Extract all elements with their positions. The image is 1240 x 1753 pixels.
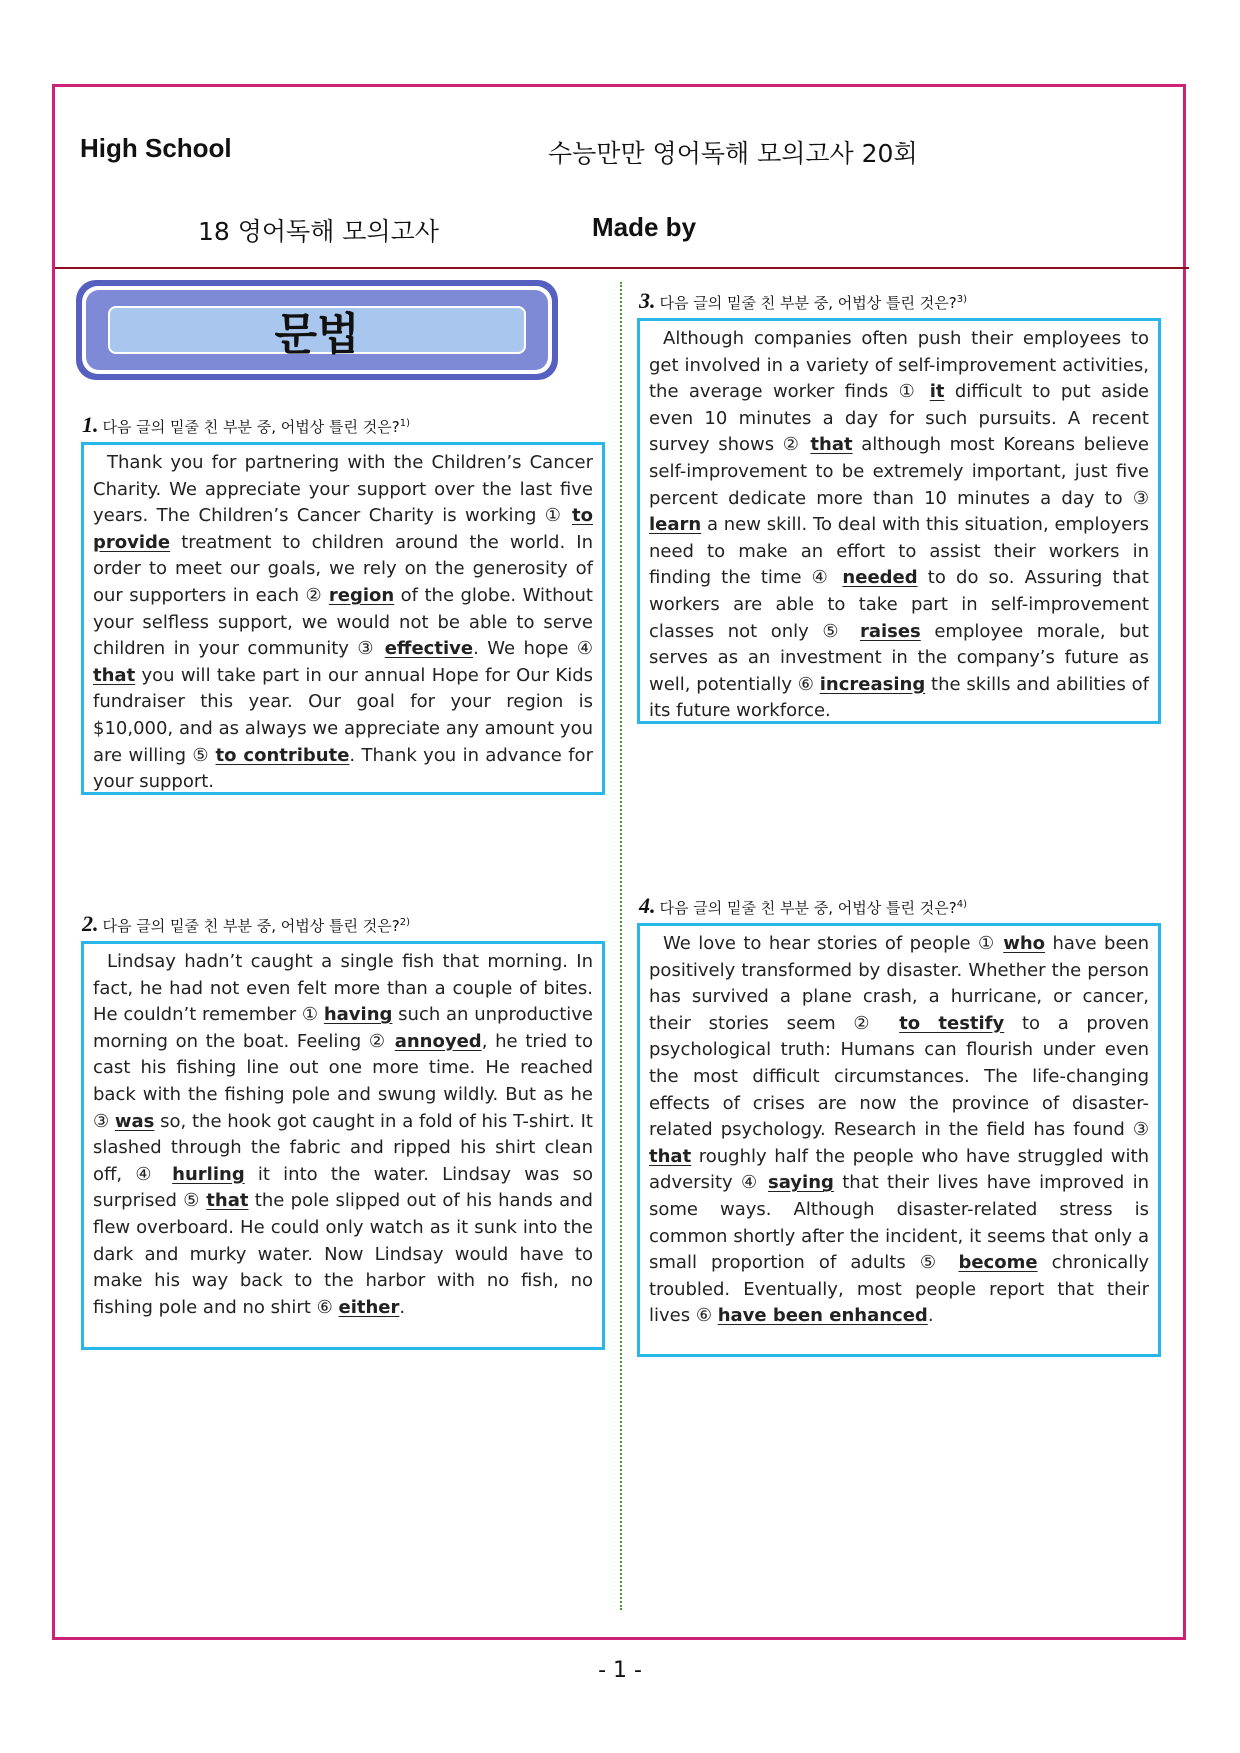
passage-segment: roughly half the people who have struggled with adversity ④: [649, 1145, 1149, 1194]
section-badge: [76, 280, 558, 380]
footnote-marker: 3): [956, 294, 967, 305]
question-number: 2.: [82, 911, 99, 936]
underlined-choice: hurling: [172, 1163, 245, 1185]
underlined-choice: having: [323, 1004, 393, 1026]
passage-segment: .: [399, 1296, 406, 1318]
page-number: - 1 -: [598, 1658, 642, 1683]
section-badge-label: 문법: [108, 306, 526, 354]
passage-segment: although most Koreans believe self-improvement to be extremely important, just five percent dedicate more than 10 minutes a day to ③: [649, 434, 1149, 509]
underlined-choice: have been enhanced: [717, 1305, 928, 1327]
underlined-choice: increasing: [819, 673, 926, 695]
passage-segment: . Thank you in advance for your support.: [93, 744, 593, 793]
passage-segment: have been positively transformed by disaster. Whether the person has survived a plane crash, a hurricane, or cancer, their stories seem ②: [649, 933, 1149, 1034]
underlined-choice: needed: [842, 567, 918, 589]
footnote-marker: 4): [956, 899, 967, 910]
passage-segment: We love to hear stories of people ①: [663, 933, 1004, 954]
column-divider: [620, 282, 622, 1610]
passage-segment: so, the hook got caught in a fold of his T-shirt. It slashed through the fabric and ripped his shirt clean off, ④: [93, 1110, 593, 1185]
question-1-header: [82, 412, 410, 438]
passage-segment: , he tried to cast his fishing line out one more time. He reached back with the fishing pole and swung wildly. But as he ③: [93, 1030, 594, 1132]
underlined-choice: that: [206, 1190, 249, 1212]
question-3-header: [639, 288, 967, 314]
passage-segment: a new skill. To deal with this situation, employers need to make an effort to assist their workers in finding the time ④: [649, 514, 1149, 589]
passage-segment: of the globe. Without your selfless support, we would not be able to serve children in your community ③: [93, 584, 593, 660]
footnote-marker: 1): [399, 418, 410, 429]
passage-segment: you will take part in our annual Hope for Our Kids fundraiser this year. Our goal for your region is $10,000, and as always we appreciate any amount you are willing ⑤: [93, 664, 593, 766]
passage-segment: . We hope ④: [473, 638, 594, 660]
question-prompt: 다음 글의 밑줄 친 부분 중, 어법상 틀린 것은?: [659, 899, 957, 917]
passage-text: [93, 949, 593, 1321]
passage-segment: to a proven psychological truth: Humans can flourish under even the most difficult circumstances. The life-changing effects of crises are now the province of disaster-related psychology. Research in the field has found ③: [649, 1012, 1149, 1141]
question-prompt: 다음 글의 밑줄 친 부분 중, 어법상 틀린 것은?: [102, 418, 400, 436]
passage-segment: to do so. Assuring that workers are able to take part in self-improvement classes not only ⑤: [649, 567, 1149, 642]
passage-segment: that their lives have improved in some ways. Although disaster-related stress is common shortly after the incident, it seems that only a small proportion of adults ⑤: [649, 1172, 1149, 1274]
underlined-choice: it: [929, 381, 945, 403]
school-label: High School: [80, 133, 232, 163]
question-number: 3.: [639, 288, 656, 313]
underlined-choice: annoyed: [394, 1030, 482, 1052]
passage-segment: employee morale, but serves as an investment in the company’s future as well, potentially ⑥: [649, 620, 1149, 695]
passage-segment: chronically troubled. Eventually, most people report that their lives ⑥: [649, 1252, 1149, 1327]
underlined-choice: that: [810, 434, 853, 456]
underlined-choice: raises: [859, 620, 921, 642]
passage-segment: Although companies often push their employees to get involved in a variety of self-improvement activities, the average worker finds ①: [649, 328, 1149, 403]
question-2-passage: [81, 941, 605, 1350]
passage-text: [649, 326, 1149, 725]
underlined-choice: region: [328, 584, 395, 606]
underlined-choice: become: [958, 1252, 1038, 1274]
question-number: 4.: [639, 893, 656, 918]
question-prompt: 다음 글의 밑줄 친 부분 중, 어법상 틀린 것은?: [102, 917, 400, 935]
question-4-passage: [637, 923, 1161, 1357]
question-3-passage: [637, 318, 1161, 724]
underlined-choice: that: [93, 664, 136, 686]
passage-segment: the pole slipped out of his hands and flew overboard. He could only watch as it sunk into the dark and murky water. Now Lindsay would have to make his way back to the harbor with no fish, no fishing pole and no shirt ⑥: [93, 1190, 593, 1318]
passage-segment: difficult to put aside even 10 minutes a day for such pursuits. A recent survey shows ②: [649, 381, 1150, 456]
question-4-header: [639, 893, 967, 919]
underlined-choice: to contribute: [215, 744, 350, 766]
passage-segment: the skills and abilities of its future workforce.: [649, 673, 1150, 722]
underlined-choice: effective: [384, 638, 474, 660]
underlined-choice: who: [1003, 933, 1046, 954]
underlined-choice: to provide: [93, 505, 593, 553]
passage-segment: Thank you for partnering with the Children’s Cancer Charity. We appreciate your support over the last five years. The Children’s Cancer Charity is working ①: [93, 452, 593, 527]
question-number: 1.: [82, 412, 99, 437]
underlined-choice: to testify: [899, 1012, 1005, 1034]
passage-segment: Lindsay hadn’t caught a single fish that morning. In fact, he had not even felt more than a couple of bites. He couldn’t remember ①: [93, 951, 593, 1026]
footnote-marker: 2): [399, 917, 410, 928]
question-2-header: [82, 911, 410, 937]
passage-segment: it into the water. Lindsay was so surprised ⑤: [93, 1163, 593, 1212]
underlined-choice: was: [114, 1110, 155, 1132]
exam-title: 수능만만 영어독해 모의고사 20회: [548, 139, 918, 168]
passage-text: [93, 450, 593, 796]
header-divider: [55, 267, 1189, 269]
question-prompt: 다음 글의 밑줄 친 부분 중, 어법상 틀린 것은?: [659, 294, 957, 312]
underlined-choice: either: [338, 1296, 400, 1318]
underlined-choice: learn: [649, 514, 702, 536]
underlined-choice: saying: [767, 1172, 834, 1194]
made-by-label: Made by: [592, 212, 697, 242]
underlined-choice: that: [649, 1145, 692, 1167]
exam-subtitle: 18 영어독해 모의고사: [198, 217, 439, 246]
passage-segment: .: [927, 1305, 934, 1327]
passage-segment: treatment to children around the world. In order to meet our goals, we rely on the generosity of our supporters in each ②: [93, 531, 593, 606]
passage-text: [649, 931, 1149, 1330]
question-1-passage: [81, 442, 605, 795]
passage-segment: such an unproductive morning on the boat. Feeling ②: [93, 1004, 593, 1052]
